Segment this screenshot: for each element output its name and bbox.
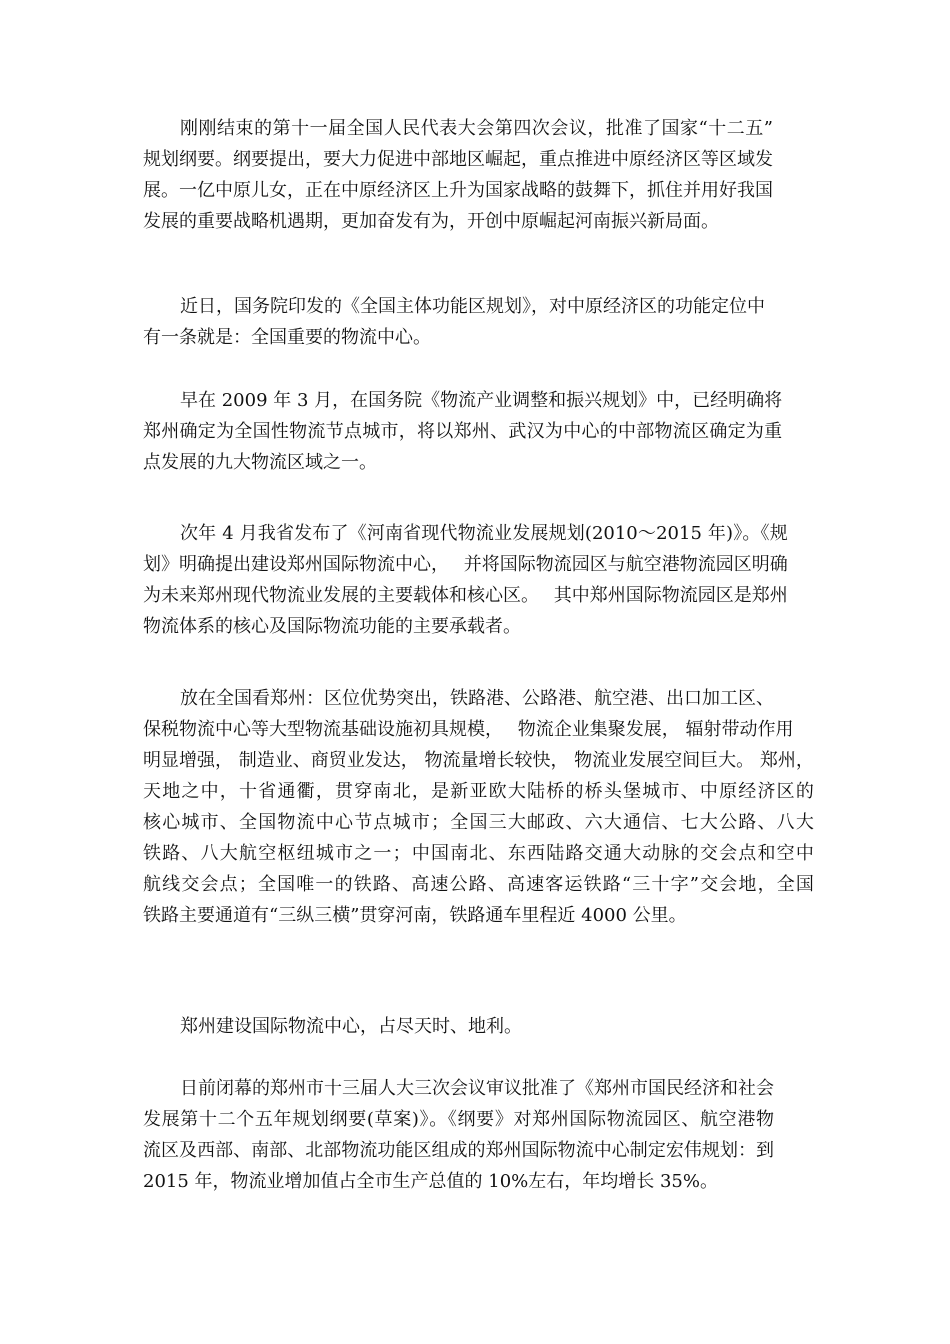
text-line: 流区及西部、南部、北部物流功能区组成的郑州国际物流中心制定宏伟规划：到 [143, 1140, 774, 1161]
text-line: 近日，国务院印发的《全国主体功能区规划》，对中原经济区的功能定位中 [180, 296, 765, 317]
text-line: 天地之中，十省通衢，贯穿南北，是新亚欧大陆桥的桥头堡城市、中原经济区的 [143, 781, 814, 802]
text-line: 放在全国看郑州：区位优势突出，铁路港、公路港、航空港、出口加工区、 [180, 688, 774, 709]
text-line: 2015 年，物流业增加值占全市生产总值的 10%左右，年均增长 35%。 [143, 1171, 718, 1192]
text-line: 郑州建设国际物流中心，占尽天时、地利。 [180, 1016, 522, 1037]
text-line: 为未来郑州现代物流业发展的主要载体和核心区。 其中郑州国际物流园区是郑州 [143, 585, 788, 606]
text-line: 次年 4 月我省发布了《河南省现代物流业发展规划(2010～2015 年)》。《规 [180, 523, 788, 544]
paragraph-five-year-plan [143, 1073, 774, 1197]
text-line: 物流体系的核心及国际物流功能的主要承载者。 [143, 616, 521, 637]
text-line: 保税物流中心等大型物流基础设施初具规模， 物流企业集聚发展， 辐射带动作用 [143, 719, 794, 740]
text-line: 规划纲要。纲要提出，要大力促进中部地区崛起，重点推进中原经济区等区域发 [143, 149, 773, 170]
text-line: 发展的重要战略机遇期，更加奋发有为，开创中原崛起河南振兴新局面。 [143, 211, 719, 232]
text-line: 明显增强， 制造业、商贸业发达， 物流量增长较快， 物流业发展空间巨大。 郑州， [143, 750, 814, 771]
text-line: 点发展的九大物流区域之一。 [143, 452, 377, 473]
paragraph-national-plan [143, 113, 773, 237]
text-line: 有一条就是：全国重要的物流中心。 [143, 327, 431, 348]
text-line: 早在 2009 年 3 月，在国务院《物流产业调整和振兴规划》中，已经明确将 [180, 390, 783, 411]
text-line: 核心城市、全国物流中心节点城市；全国三大邮政、六大通信、七大公路、八大 [143, 812, 814, 833]
paragraph-summary [143, 1011, 522, 1042]
text-line: 划》明确提出建设郑州国际物流中心， 并将国际物流园区与航空港物流园区明确 [143, 554, 788, 575]
paragraph-functional-zone-plan [143, 291, 765, 353]
text-line: 刚刚结束的第十一届全国人民代表大会第四次会议，批准了国家“十二五” [180, 118, 773, 139]
text-line: 航线交会点；全国唯一的铁路、高速公路、高速客运铁路“三十字”交会地，全国 [143, 874, 814, 895]
paragraph-henan-plan [143, 518, 788, 642]
text-line: 展。一亿中原儿女，正在中原经济区上升为国家战略的鼓舞下，抓住并用好我国 [143, 180, 773, 201]
text-line: 郑州确定为全国性物流节点城市，将以郑州、武汉为中心的中部物流区确定为重 [143, 421, 783, 442]
text-line: 铁路主要通道有“三纵三横”贯穿河南，铁路通车里程近 4000 公里。 [143, 905, 687, 926]
text-line: 发展第十二个五年规划纲要(草案)》。《纲要》对郑州国际物流园区、航空港物 [143, 1109, 774, 1130]
paragraph-2009-plan [143, 385, 782, 478]
paragraph-zhengzhou-advantages [143, 683, 814, 931]
text-line: 日前闭幕的郑州市十三届人大三次会议审议批准了《郑州市国民经济和社会 [180, 1078, 774, 1099]
text-line: 铁路、八大航空枢纽城市之一；中国南北、东西陆路交通大动脉的交会点和空中 [143, 843, 814, 864]
